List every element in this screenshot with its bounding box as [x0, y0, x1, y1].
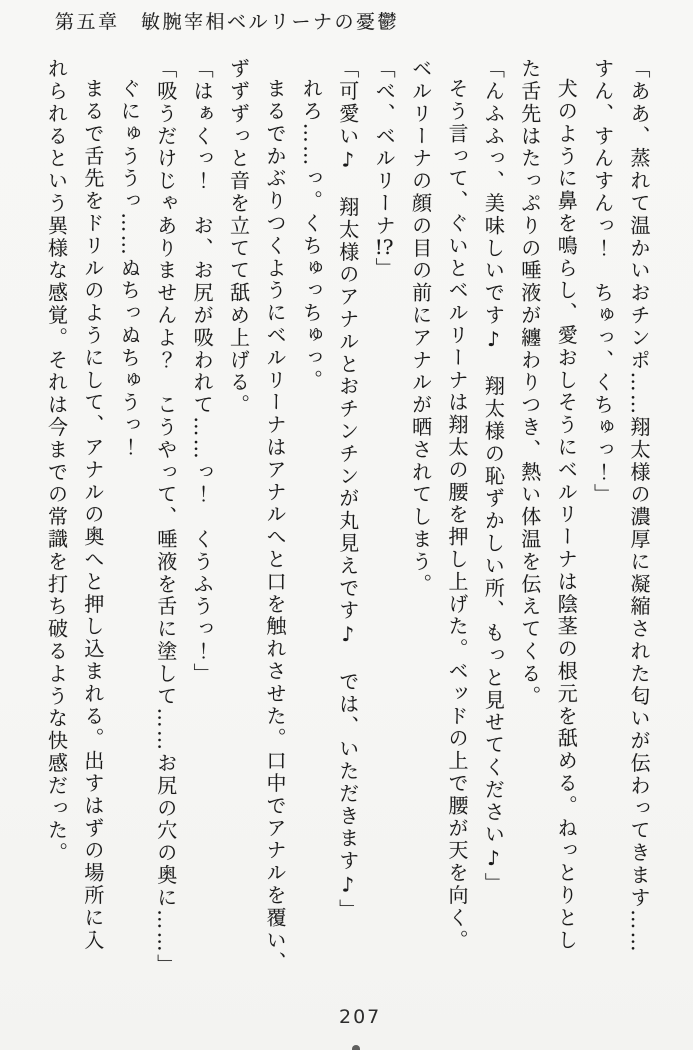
text-column: ベルリーナの顔の目の前にアナルが晒されてしまう。	[408, 58, 433, 596]
text-column: た舌先はたっぷりの唾液が纏わりつき、熱い体温を伝えてくる。	[517, 58, 542, 708]
page-number: 207	[339, 1006, 382, 1028]
text-column: 「ああ、蒸れて温かいおチンポ……翔太様の濃厚に凝縮された匂いが伝わってきます……	[627, 58, 651, 954]
text-column: 犬のように鼻を鳴らし、愛おしそうにベルリーナは陰茎の根元を舐める。ねっとりとし	[554, 78, 579, 952]
text-column: まるで舌先をドリルのようにして、アナルの奥へと押し込まれる。出すはずの場所に入	[80, 78, 105, 952]
text-column: ずずずっと音を立てて舐め上げる。	[226, 58, 251, 417]
text-column: 「べ、ベルリーナ!?」	[372, 58, 397, 280]
cropped-glyph-artifact	[352, 1045, 360, 1050]
text-column: すん、すんすんっ！ ちゅっ、くちゅっ！」	[590, 58, 615, 506]
text-column: 「吸うだけじゃありませんよ？ こうやって、唾液を舌に塗して……お尻の穴の奥に……」	[153, 58, 178, 977]
text-column: 「可愛い♪ 翔太様のアナルとおチンチンが丸見えです♪ では、いただきます♪」	[335, 58, 360, 922]
text-column: そう言って、ぐいとベルリーナは翔太の腰を押し上げた。ベッドの上で腰が天を向く。	[444, 78, 469, 952]
text-body	[35, 58, 657, 1008]
text-column: れろ……っ。くちゅっちゅっ。	[299, 78, 324, 392]
text-column: れられるという異様な感覚。それは今までの常識を打ち破るような快感だった。	[44, 58, 69, 865]
text-column: まるでかぶりつくようにベルリーナはアナルへと口を触れさせた。口中でアナルを覆い、	[262, 78, 287, 974]
text-column: 「はぁくっ！ お、お尻が吸われて……っ！ くうふうっ！」	[190, 58, 215, 686]
text-column: ぐにゅううっ……ぬちっぬちゅうっ！	[117, 78, 142, 459]
chapter-running-head: 第五章 敏腕宰相ベルリーナの憂鬱	[55, 11, 400, 33]
text-column: 「んふふっ、美味しいです♪ 翔太様の恥ずかしい所、もっと見せてください♪」	[481, 58, 506, 895]
